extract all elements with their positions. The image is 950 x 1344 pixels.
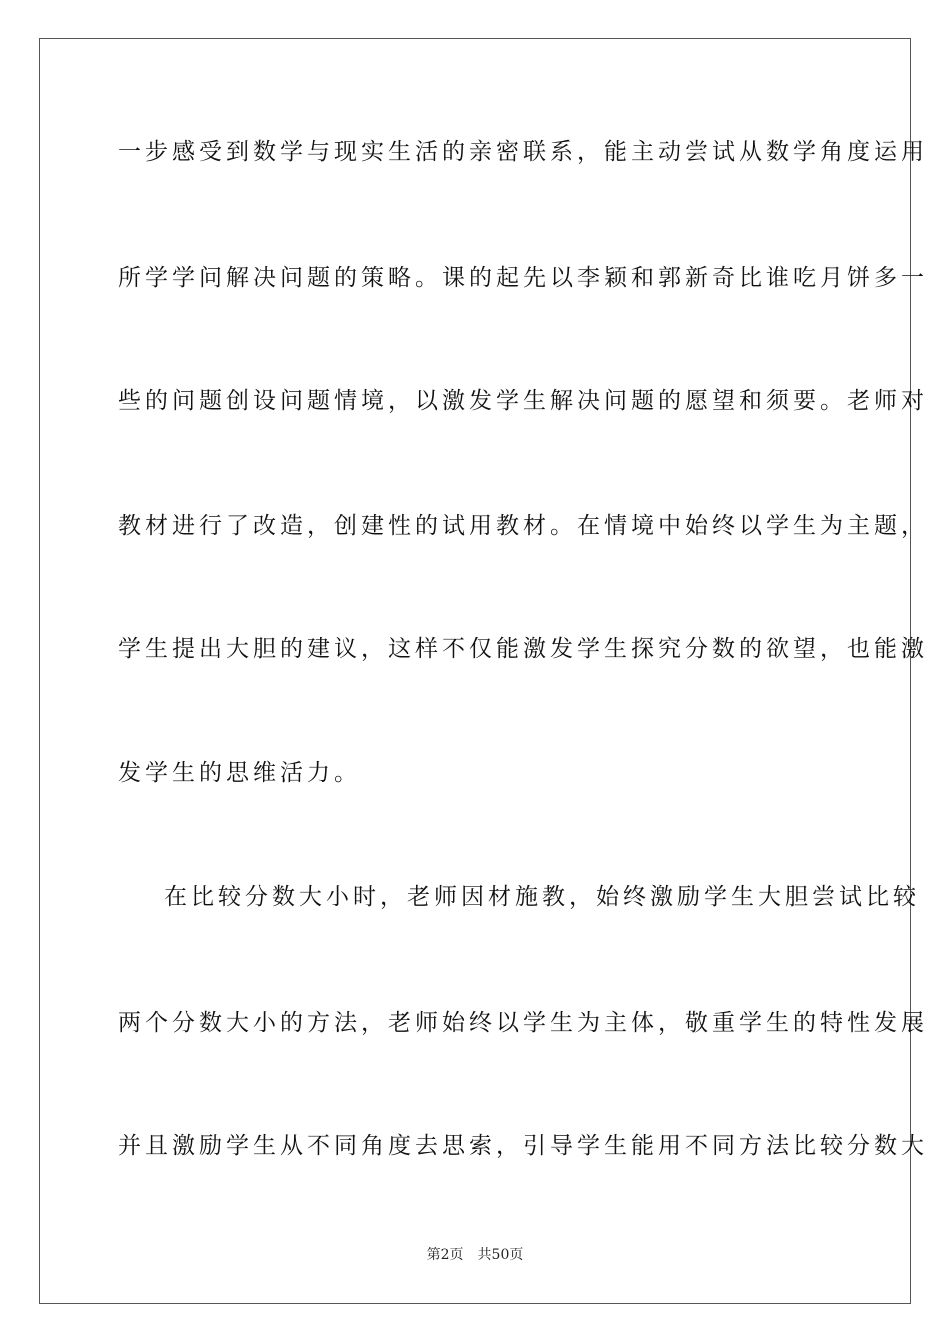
total-pages: 共50页 [477,1247,524,1263]
paragraph-line: 学生提出大胆的建议，这样不仅能激发学生探究分数的欲望，也能激 [118,636,928,662]
paragraph-line: 所学学问解决问题的策略。课的起先以李颖和郭新奇比谁吃月饼多一 [118,265,928,291]
paragraph-line: 两个分数大小的方法，老师始终以学生为主体，敬重学生的特性发展 [118,1010,928,1036]
paragraph-line: 些的问题创设问题情境，以激发学生解决问题的愿望和须要。老师对 [118,388,928,414]
paragraph-line: 发学生的思维活力。 [118,760,361,786]
page-number: 第2页 [426,1247,464,1263]
page-frame [39,38,928,1304]
page-footer [0,1245,950,1265]
paragraph-line: 一步感受到数学与现实生活的亲密联系，能主动尝试从数学角度运用 [118,139,928,165]
paragraph-line: 教材进行了改造，创建性的试用教材。在情境中始终以学生为主题， [118,513,928,539]
paragraph-line: 并且激励学生从不同角度去思索，引导学生能用不同方法比较分数大 [118,1133,928,1159]
paragraph-line: 在比较分数大小时，老师因材施教，始终激励学生大胆尝试比较 [164,884,920,910]
